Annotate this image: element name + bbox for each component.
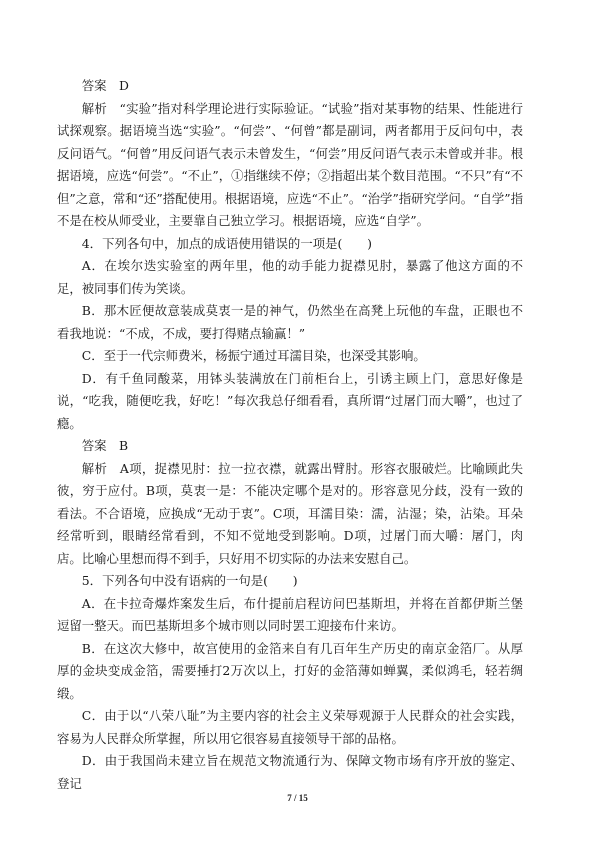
- question-5-option-b: B．在这次大修中，故宫使用的金箔来自有几百年生产历史的南京金箔厂。从厚厚的金块变成金箔，需要捶打2万次以上，打好的金箔薄如蝉翼，柔似鸿毛，轻若绸缎。: [57, 640, 523, 701]
- analysis-paragraph-2: 解析 A项，捉襟见肘：拉一拉衣襟，就露出臂肘。形容衣服破烂。比喻顾此失彼，穷于应付。B项，莫衷一是：不能决定哪个是对的。形容意见分歧，没有一致的看法。不合语境，应换成“无动于衷”。C项，耳濡目染：濡，沾湿；染，沾染。耳朵经常听到，眼睛经常看到，不知不觉地受到影响。D项，过屠门而大嚼：屠门，肉店。比喻心里想而得不到手，只好用不切实际的办法来安慰自己。: [57, 460, 523, 566]
- question-4-option-d: D．有千鱼同酸菜，用钵头装满放在门前柜台上，引诱主顾上门，意思好像是说，“吃我，随便吃我，好吃！”每次我总仔细看看，真所谓“过屠门而大嚼”，也过了瘾。: [57, 370, 523, 431]
- page-content: [57, 75, 523, 795]
- answer-line-1: 答案 D: [81, 78, 129, 93]
- question-5-option-c: C．由于以“八荣八耻”为主要内容的社会主义荣辱观源于人民群众的社会实践，容易为人民群众所掌握，所以用它很容易直接领导干部的品格。: [57, 708, 523, 746]
- question-5-option-a: A．在卡拉奇爆炸案发生后，布什提前启程访问巴基斯坦，并将在首都伊斯兰堡逗留一整天。而巴基斯坦多个城市则以同时罢工迎接布什来访。: [57, 595, 523, 633]
- page-number: 7 / 15: [287, 793, 308, 803]
- question-4-option-a: A．在埃尔迭实验室的两年里，他的动手能力捉襟见肘，暴露了他这方面的不足，被同事们传为笑谈。: [57, 258, 523, 296]
- question-5-stem: 5．下列各句中没有语病的一句是( ): [81, 573, 298, 588]
- analysis-paragraph-1: 解析 “实验”指对科学理论进行实际验证。“试验”指对某事物的结果、性能进行试探观察。据语境当选“实验”。“何尝”、“何曾”都是副词，两者都用于反问句中，表反问语气。“何曾”用反问语气表示未曾发生，“何尝”用反问语气表示未曾或并非。根据语境，应选“何尝”。“不止”，①指继续不停；②指超出某个数目范围。“不只”有“不但”之意，常和“还”搭配使用。根据语境，应选“不止”。“治学”指研究学问。“自学”指不是在校从师受业，主要靠自己独立学习。根据语境，应选“自学”。: [57, 100, 523, 228]
- question-5-option-d: D．由于我国尚未建立旨在规范文物流通行为、保障文物市场有序开放的鉴定、登记: [57, 753, 523, 791]
- answer-line-2: 答案 B: [81, 438, 129, 453]
- question-4-stem: 4．下列各句中，加点的成语使用错误的一项是( ): [81, 235, 372, 251]
- question-4-option-b: B．那木匠便故意装成莫衷一是的神气，仍然坐在高凳上玩他的车盘，正眼也不看我地说：“不成，不成，要打得赌点输赢！”: [57, 303, 523, 341]
- question-4-option-c: C．至于一代宗师费米，杨振宁通过耳濡目染，也深受其影响。: [81, 348, 426, 363]
